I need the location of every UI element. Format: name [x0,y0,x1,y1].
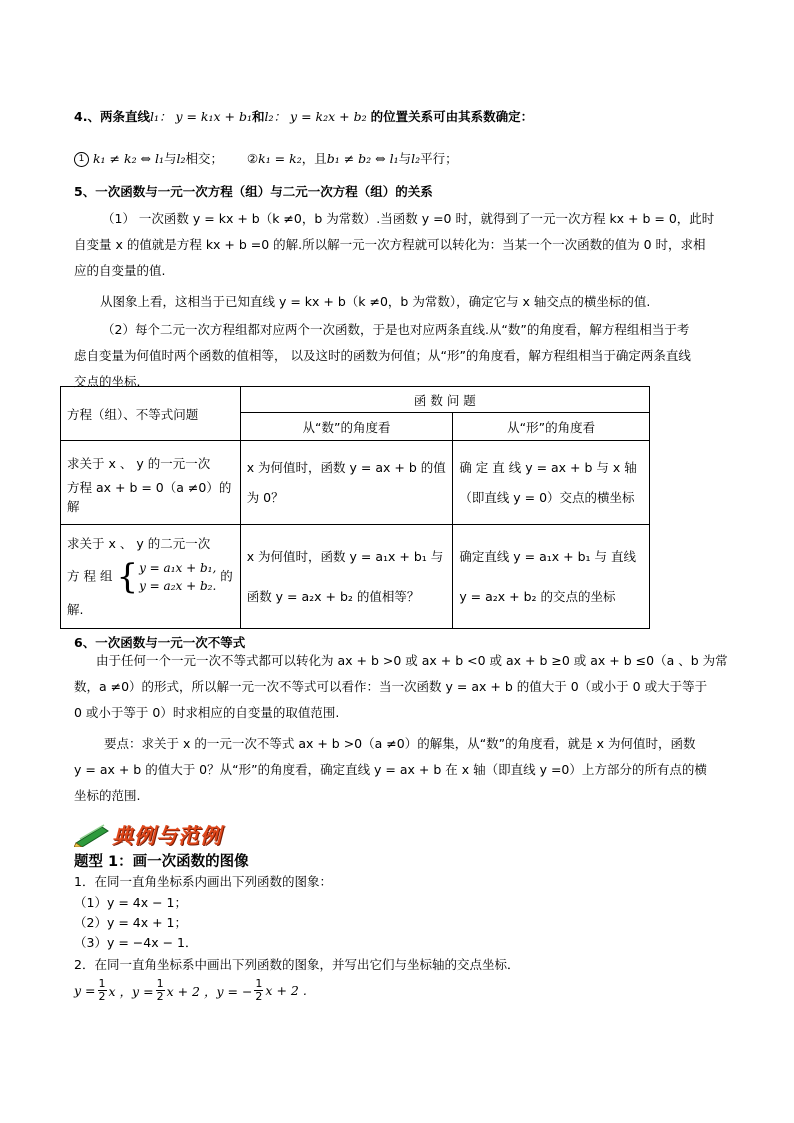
condition-1-end: 相交； [185,151,224,166]
cell-text: 的 [220,568,233,583]
fraction-numerator: 1 [255,977,263,990]
line-l1-equation: y = k₁x + b₁ [175,109,253,124]
paragraph-line: 坐标的范围. [74,788,141,803]
condition-1-l2: l₂ [176,151,186,166]
cell-line: x 为何值时，函数 y = ax + b 的值 [246,459,446,475]
fraction-numerator: 1 [156,977,164,990]
paragraph-line: y = ax + b 的值大于 0？从“形”的角度看，确定直线 y = ax + b 在 x 轴（即直线 y =0）上方部分的所有点的横 [74,762,707,777]
table-cell [240,441,453,525]
comparison-table [60,386,650,629]
section-4-prefix: 4.、两条直线 [74,109,150,124]
table-row [61,387,650,413]
paragraph-line: 数，a ≠0）的形式，所以解一元一次不等式可以看作：当一次函数 y = ax + b 的值大于 0（或小于 0 或大于等于 [74,679,708,694]
cell-line: 求关于 x 、 y 的一元一次 [67,455,211,471]
function-term: x + 2 . [265,983,307,998]
function-term: x + 2 ，y = − [166,983,253,999]
banner-title: 典例与范例 [112,823,222,848]
table-cell [61,525,241,629]
paragraph-line: 自变量 x 的值就是方程 kx + b =0 的解.所以解一元一次方程就可以转化为：当某一个一次函数的值为 0 时，求相 [74,237,706,252]
paragraph-line: 要点：求关于 x 的一元一次不等式 ax + b >0（a ≠0）的解集，从“数”的角度看，就是 x 为何值时，函数 [104,736,696,751]
table-row [61,525,650,629]
section-5-heading: 5、一次函数与一元一次方程（组）与二元一次方程（组）的关系 [74,184,433,199]
condition-2-formula-2: b₁ ≠ b₂ ⇔ l₁ [326,151,399,166]
table-cell [453,441,650,525]
table-row [61,441,650,525]
condition-2-l2: l₂ [411,151,421,166]
table-cell [453,525,650,629]
cell-line: x 为何值时，函数 y = a₁x + b₁ 与 [246,548,444,564]
section-5-paragraph-2 [100,289,650,315]
circled-two: ② [246,151,259,166]
fraction-one-half [156,978,165,1003]
function-term: x ，y = [108,983,154,999]
table-header-right: 函 数 问 题 [240,387,649,413]
equation-system [116,556,217,597]
section-4-line [74,107,533,125]
system-line-1: y = a₁x + b₁, [139,560,217,575]
table-subheader-shape: 从“形”的角度看 [453,413,650,441]
section-4-conditions [74,149,458,167]
question-2-functions [74,978,307,1003]
circled-one: 1 [74,152,89,167]
table-cell [61,441,241,525]
fraction-numerator: 1 [98,977,106,990]
cell-text: 方 程 组 [67,568,113,583]
cell-line: 为 0？ [246,489,284,505]
cell-line: 求关于 x 、 y 的二元一次 [67,535,211,551]
section-4-suffix: 的位置关系可由其系数确定： [370,109,534,124]
table-subheader-number: 从“数”的角度看 [240,413,453,441]
cell-line: 确 定 直 线 y = ax + b 与 x 轴 [459,459,637,475]
condition-2-with: 与 [398,151,412,166]
question-1: 1．在同一直角坐标系内画出下列函数的图象： [74,874,332,889]
function-lhs: y = [74,983,96,998]
question-1-item-1: （1）y = 4x − 1； [74,895,187,910]
question-1-item-3: （3）y = −4x − 1． [74,935,198,950]
cell-line: 确定直线 y = a₁x + b₁ 与 直线 [459,548,636,564]
section-5-paragraph-3 [74,317,691,395]
question-1-item-2: （2）y = 4x + 1； [74,915,187,930]
cell-line: 方程 ax + b = 0（a ≠0）的 [67,479,232,495]
cell-line: y = a₂x + b₂ 的交点的坐标 [459,588,616,604]
section-6-paragraph-1 [74,648,728,726]
cell-line: 函数 y = a₂x + b₂ 的值相等？ [246,588,420,604]
paragraph-line: 由于任何一个一元一次不等式都可以转化为 ax + b >0 或 ax + b <0 或 ax + b ≥0 或 ax + b ≤0（a 、b 为常 [96,653,728,668]
paragraph-line: 应的自变量的值. [74,263,166,278]
brace-icon: { [116,556,139,597]
question-2: 2．在同一直角坐标系中画出下列函数的图象，并写出它们与坐标轴的交点坐标． [74,957,520,972]
paragraph-line: （1） 一次函数 y = kx + b（k ≠0，b 为常数）.当函数 y =0 时，就得到了一元一次方程 kx + b = 0，此时 [102,211,715,226]
cell-line: （即直线 y = 0）交点的横坐标 [459,489,635,505]
paragraph-line: 从图象上看，这相当于已知直线 y = kx + b（k ≠0，b 为常数），确定它与 x 轴交点的横坐标的值. [100,294,651,309]
condition-2-mid: ，且 [301,151,327,166]
condition-1-formula: k₁ ≠ k₂ ⇔ l₁ [92,151,165,166]
system-line-2: y = a₂x + b₂. [139,578,217,593]
line-l2-label: l₂： [264,109,287,124]
system-lines [139,559,216,595]
line-l1-label: l₁： [149,109,172,124]
cell-line: 解. [67,601,84,617]
type-1-title: 题型 1：画一次函数的图像 [74,854,249,870]
paragraph-line: 0 或小于等于 0）时求相应的自变量的取值范围. [74,705,340,720]
fraction-one-half [98,978,107,1003]
fraction-denominator: 2 [156,990,164,1003]
paragraph-line: 交点的坐标. [74,374,141,389]
table-header-left: 方程（组）、不等式问题 [61,387,241,441]
fraction-one-half [254,978,263,1003]
and-word: 和 [252,109,265,124]
cell-line [67,556,234,597]
section-6-paragraph-2 [74,731,707,809]
examples-banner [74,822,222,848]
section-6-heading: 6、一次函数与一元一次不等式 [74,635,246,650]
paragraph-line: （2）每个二元一次方程组都对应两个一次函数，于是也对应两条直线.从“数”的角度看，解方程组相当于考 [102,322,690,337]
pencil-icon [74,823,110,847]
cell-line: 解 [67,498,80,514]
fraction-denominator: 2 [98,990,106,1003]
paragraph-line: 虑自变量为何值时两个函数的值相等， 以及这时的函数为何值；从“形”的角度看，解方程组相当于确定两条直线 [74,348,691,363]
condition-1-with: 与 [164,151,177,166]
fraction-denominator: 2 [255,990,263,1003]
condition-2-formula: k₁ = k₂ [258,151,302,166]
line-l2-equation: y = k₂x + b₂ [290,109,367,124]
condition-2-end: 平行； [420,151,458,166]
section-5-paragraph-1 [74,206,714,284]
table-cell [240,525,453,629]
